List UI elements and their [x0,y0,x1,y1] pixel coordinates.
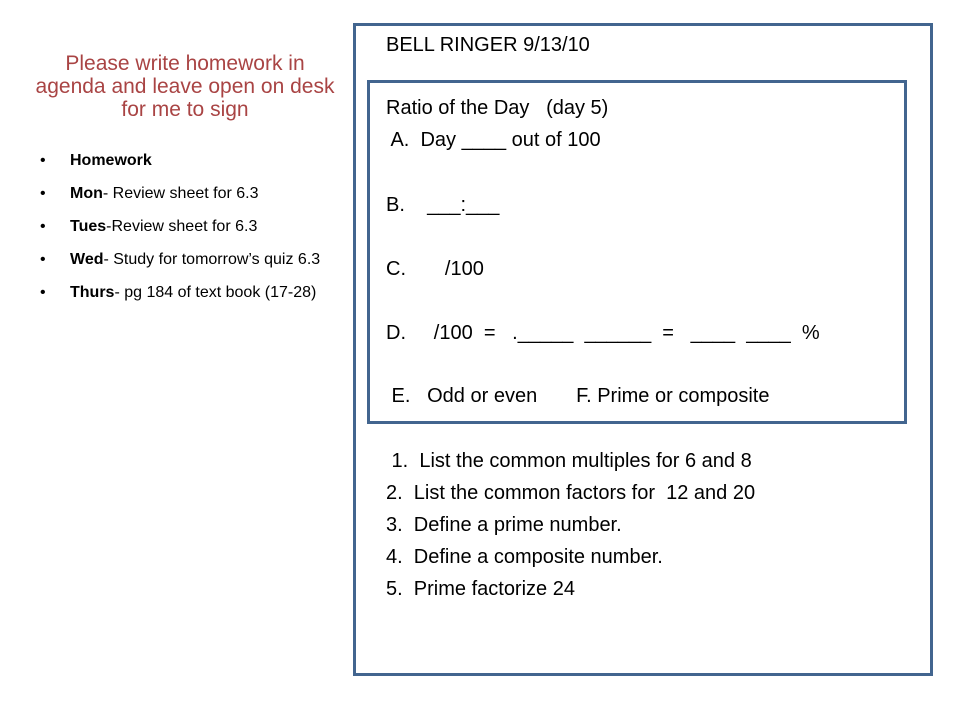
ratio-item-d: D. /100 = ._____ ______ = ____ ____ % [386,322,820,344]
ratio-item-a: A. Day ____ out of 100 [386,129,601,151]
question-2: 2. List the common factors for 12 and 20 [386,482,756,504]
homework-item-tues [40,216,340,238]
homework-day-label: Tues [70,218,107,235]
homework-item-text: - pg 184 of text book (17-28) [114,284,317,301]
homework-day-label: Thurs [70,284,115,301]
homework-item-header [40,150,340,172]
bell-ringer-header: BELL RINGER 9/13/10 [386,34,590,56]
homework-day-label: Wed [70,251,104,268]
ratio-item-e-f: E. Odd or even F. Prime or composite [386,385,770,407]
homework-item-text: - Review sheet for 6.3 [102,185,259,202]
homework-list [40,150,340,315]
question-4: 4. Define a composite number. [386,546,663,568]
homework-item-thurs [40,282,340,304]
homework-instructions-title: Please write homework in agenda and leave open on desk for me to sign [35,52,335,121]
question-3: 3. Define a prime number. [386,514,622,536]
homework-day-label: Homework [70,152,152,169]
homework-item-wed [40,249,340,271]
homework-item-text: - Study for tomorrow’s quiz 6.3 [103,251,321,268]
homework-day-label: Mon [70,185,103,202]
question-1: 1. List the common multiples for 6 and 8 [386,450,752,472]
homework-item-mon [40,183,340,205]
ratio-title: Ratio of the Day (day 5) [386,97,609,119]
question-5: 5. Prime factorize 24 [386,578,575,600]
ratio-item-b: B. ___:___ [386,194,500,216]
homework-item-text: -Review sheet for 6.3 [106,218,258,235]
ratio-item-c: C. /100 [386,258,484,280]
